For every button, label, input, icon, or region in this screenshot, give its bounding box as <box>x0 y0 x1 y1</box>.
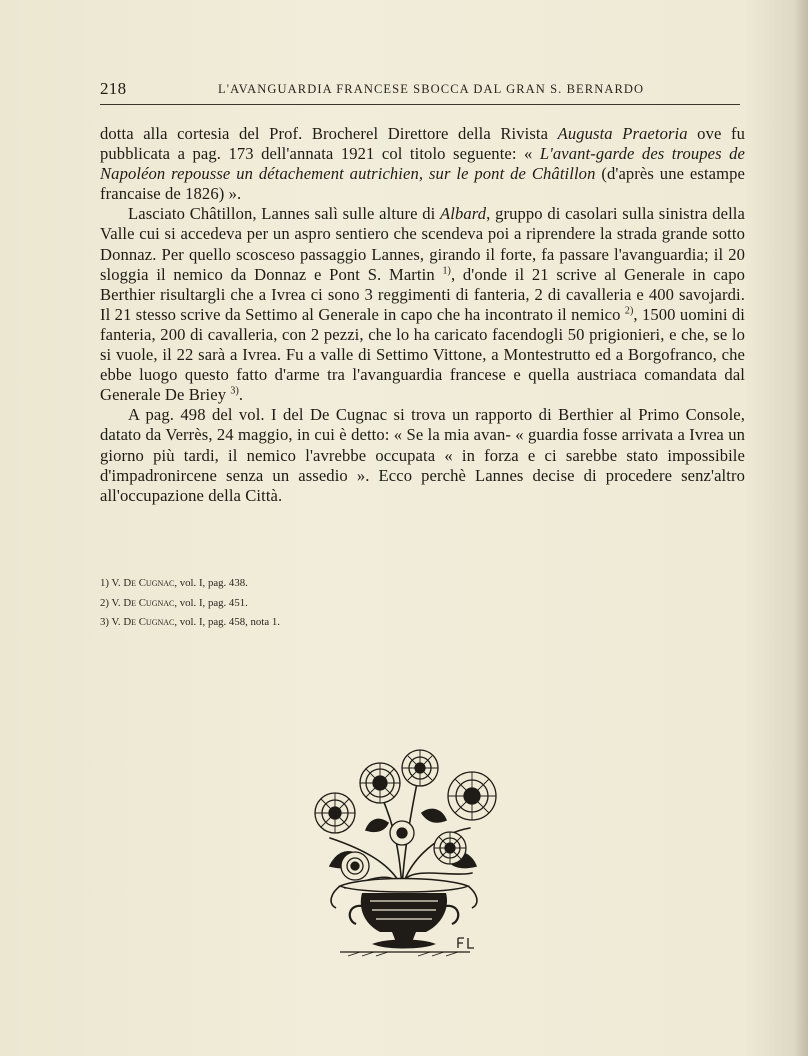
italic-text: L'avant-garde des troupes de Napoléon repousse un détachement autrichien, sur le pont de Châtillon <box>100 144 745 184</box>
body-text <box>100 124 745 506</box>
paragraph <box>100 124 745 204</box>
footnote-ref: 1) <box>442 265 451 277</box>
italic-text: Augusta Praetoria <box>557 124 688 143</box>
footnote-author: De Cugnac <box>123 577 175 589</box>
paragraph <box>100 405 745 505</box>
page-number: 218 <box>100 79 127 98</box>
footnote-number: 3) <box>100 616 109 628</box>
footnotes <box>100 574 740 633</box>
footnote-number: 2) <box>100 596 109 609</box>
flower-vase-engraving-icon <box>300 738 505 960</box>
footnote-citation: , vol. I, pag. 451. <box>174 596 248 609</box>
text-run: . <box>238 385 244 405</box>
footnote-ref: 3) <box>230 385 239 397</box>
page-header <box>100 79 745 101</box>
footnote-citation: , vol. I, pag. 438. <box>174 577 248 589</box>
text-run: , gruppo di casolari sulla sinistra della Valle cui si accedeva per un aspro sentiero che scendeva poi a riprendere la strada grande sotto Donnaz. Per quello scosceso passaggio Lannes, girando il forte, fa passare l'avanguardia; il 20 sloggia il nemico da Donnaz e Pont S. Martin <box>100 204 745 284</box>
footnote-author: De Cugnac <box>123 596 175 609</box>
text-run: dotta alla cortesia del Prof. Brocherel Direttore della Rivista <box>100 124 558 143</box>
text-run: Lasciato Châtillon, Lannes salì sulle alture di <box>128 204 441 224</box>
footnote-prefix: V. <box>111 596 121 609</box>
footnote-ref: 2) <box>624 305 634 317</box>
text-run: , d'onde il 21 scrive al Generale in capo Berthier risultargli che a Ivrea ci sono 3 reggimenti di fanteria, 2 di cavalleria e 400 savojardi. Il 21 stesso scrive da Settimo al Generale in capo che ha incontrato il nemico <box>100 264 746 324</box>
footnote-prefix: V. <box>111 616 121 628</box>
text-run: A pag. 498 del vol. I del De Cugnac si trova un rapporto di Berthier al Primo Console, datato da Verrès, 24 maggio, in cui è detto: « Se la mia avan- « guardia fosse arrivata a Ivrea un giorno più tardi, il nemico l'avrebbe occupata « in forza e ci sarebbe stato impossibile d'impadronircene senza un assedio ». Ecco perchè Lannes decise di procedere senz'altro all'occupazione della Città. <box>100 405 745 505</box>
header-rule <box>100 104 740 105</box>
footnote-prefix: V. <box>111 577 121 589</box>
paragraph <box>100 204 745 405</box>
text-run: (d'après une estampe francaise de 1826) ». <box>100 164 745 204</box>
running-head: L'AVANGUARDIA FRANCESE SBOCCA DAL GRAN S. BERNARDO <box>218 82 645 96</box>
italic-text: Albard <box>440 204 487 224</box>
footnote-author: De Cugnac <box>123 616 175 628</box>
page-edge-shadow <box>794 0 808 1056</box>
footnote-number: 1) <box>100 577 109 589</box>
text-run: ove fu pubblicata a pag. 173 dell'annata 1921 col titolo seguente: « <box>100 124 745 164</box>
footnote <box>100 594 740 614</box>
text-run: , 1500 uomini di fanteria, 200 di cavalleria, con 2 pezzi, che lo ha caricato facendogli 50 prigionieri, e che, se lo si vuole, il 22 sarà a Ivrea. Fu a valle di Settimo Vittone, a Montestrutto ed a Borgofranco, che ebbe luogo questo fatto d'arme tra l'avanguardia francese e quella austriaca comandata dal Generale De Briey <box>100 304 745 405</box>
footnote <box>100 613 740 633</box>
footnote-citation: , vol. I, pag. 458, nota 1. <box>174 616 280 628</box>
footnote <box>100 574 740 594</box>
